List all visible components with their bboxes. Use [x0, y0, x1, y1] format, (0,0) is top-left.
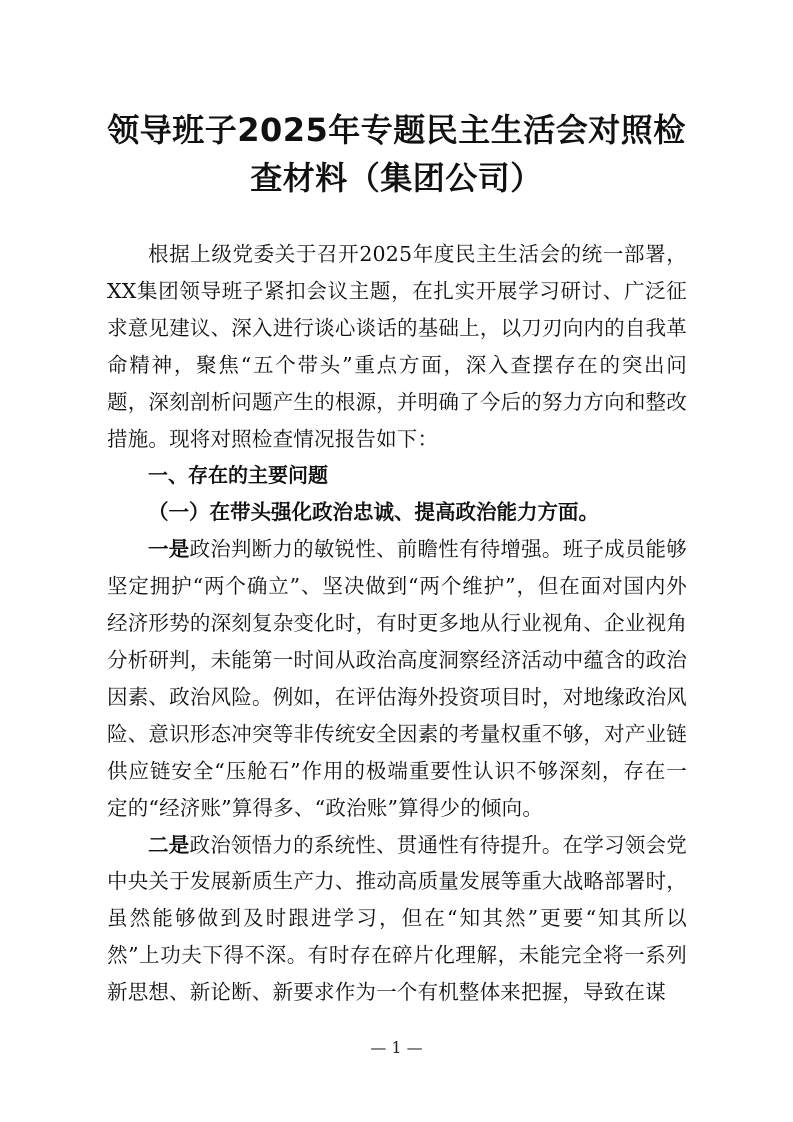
document-body	[107, 236, 687, 1011]
section-heading: 一、存在的主要问题	[148, 463, 328, 488]
point-two-lead: 二是	[148, 832, 190, 857]
title-line-2: 查材料（集团公司）	[250, 159, 543, 197]
intro-paragraph: 根据上级党委关于召开2025年度民主生活会的统一部署，XX集团领导班子紧扣会议主题，在扎实开展学习研讨、广泛征求意见建议、深入进行谈心谈话的基础上，以刀刃向内的自我革命精神，聚焦“五个带头”重点方面，深入查摆存在的突出问题，深刻剖析问题产生的根源，并明确了今后的努力方向和整改措施。现将对照检查情况报告如下：	[107, 242, 687, 451]
point-two-paragraph	[107, 827, 687, 1012]
point-one-lead: 一是	[148, 537, 190, 562]
title-line-1: 领导班子2025年专题民主生活会对照检	[107, 111, 686, 149]
point-one-paragraph	[107, 531, 687, 826]
point-one-text: 政治判断力的敏锐性、前瞻性有待增强。班子成员能够坚定拥护“两个确立”、坚决做到“两个维护”，但在面对国内外经济形势的深刻复杂变化时，有时更多地从行业视角、企业视角分析研判，未能第一时间从政治高度洞察经济活动中蕴含的政治因素、政治风险。例如，在评估海外投资项目时，对地缘政治风险、意识形态冲突等非传统安全因素的考量权重不够，对产业链供应链安全“压舱石”作用的极端重要性认识不够深刻，存在一定的“经济账”算得多、“政治账”算得少的倾向。	[107, 537, 687, 820]
point-two-text: 政治领悟力的系统性、贯通性有待提升。在学习领会党中央关于发展新质生产力、推动高质量发展等重大战略部署时，虽然能够做到及时跟进学习，但在“知其然”更要“知其所以然”上功夫下得不深。有时存在碎片化理解，未能完全将一系列新思想、新论断、新要求作为一个有机整体来把握，导致在谋	[107, 832, 687, 1005]
page-number: — 1 —	[370, 1038, 423, 1057]
subsection-heading: （一）在带头强化政治忠诚、提高政治能力方面。	[148, 500, 599, 525]
document-title	[100, 106, 693, 202]
